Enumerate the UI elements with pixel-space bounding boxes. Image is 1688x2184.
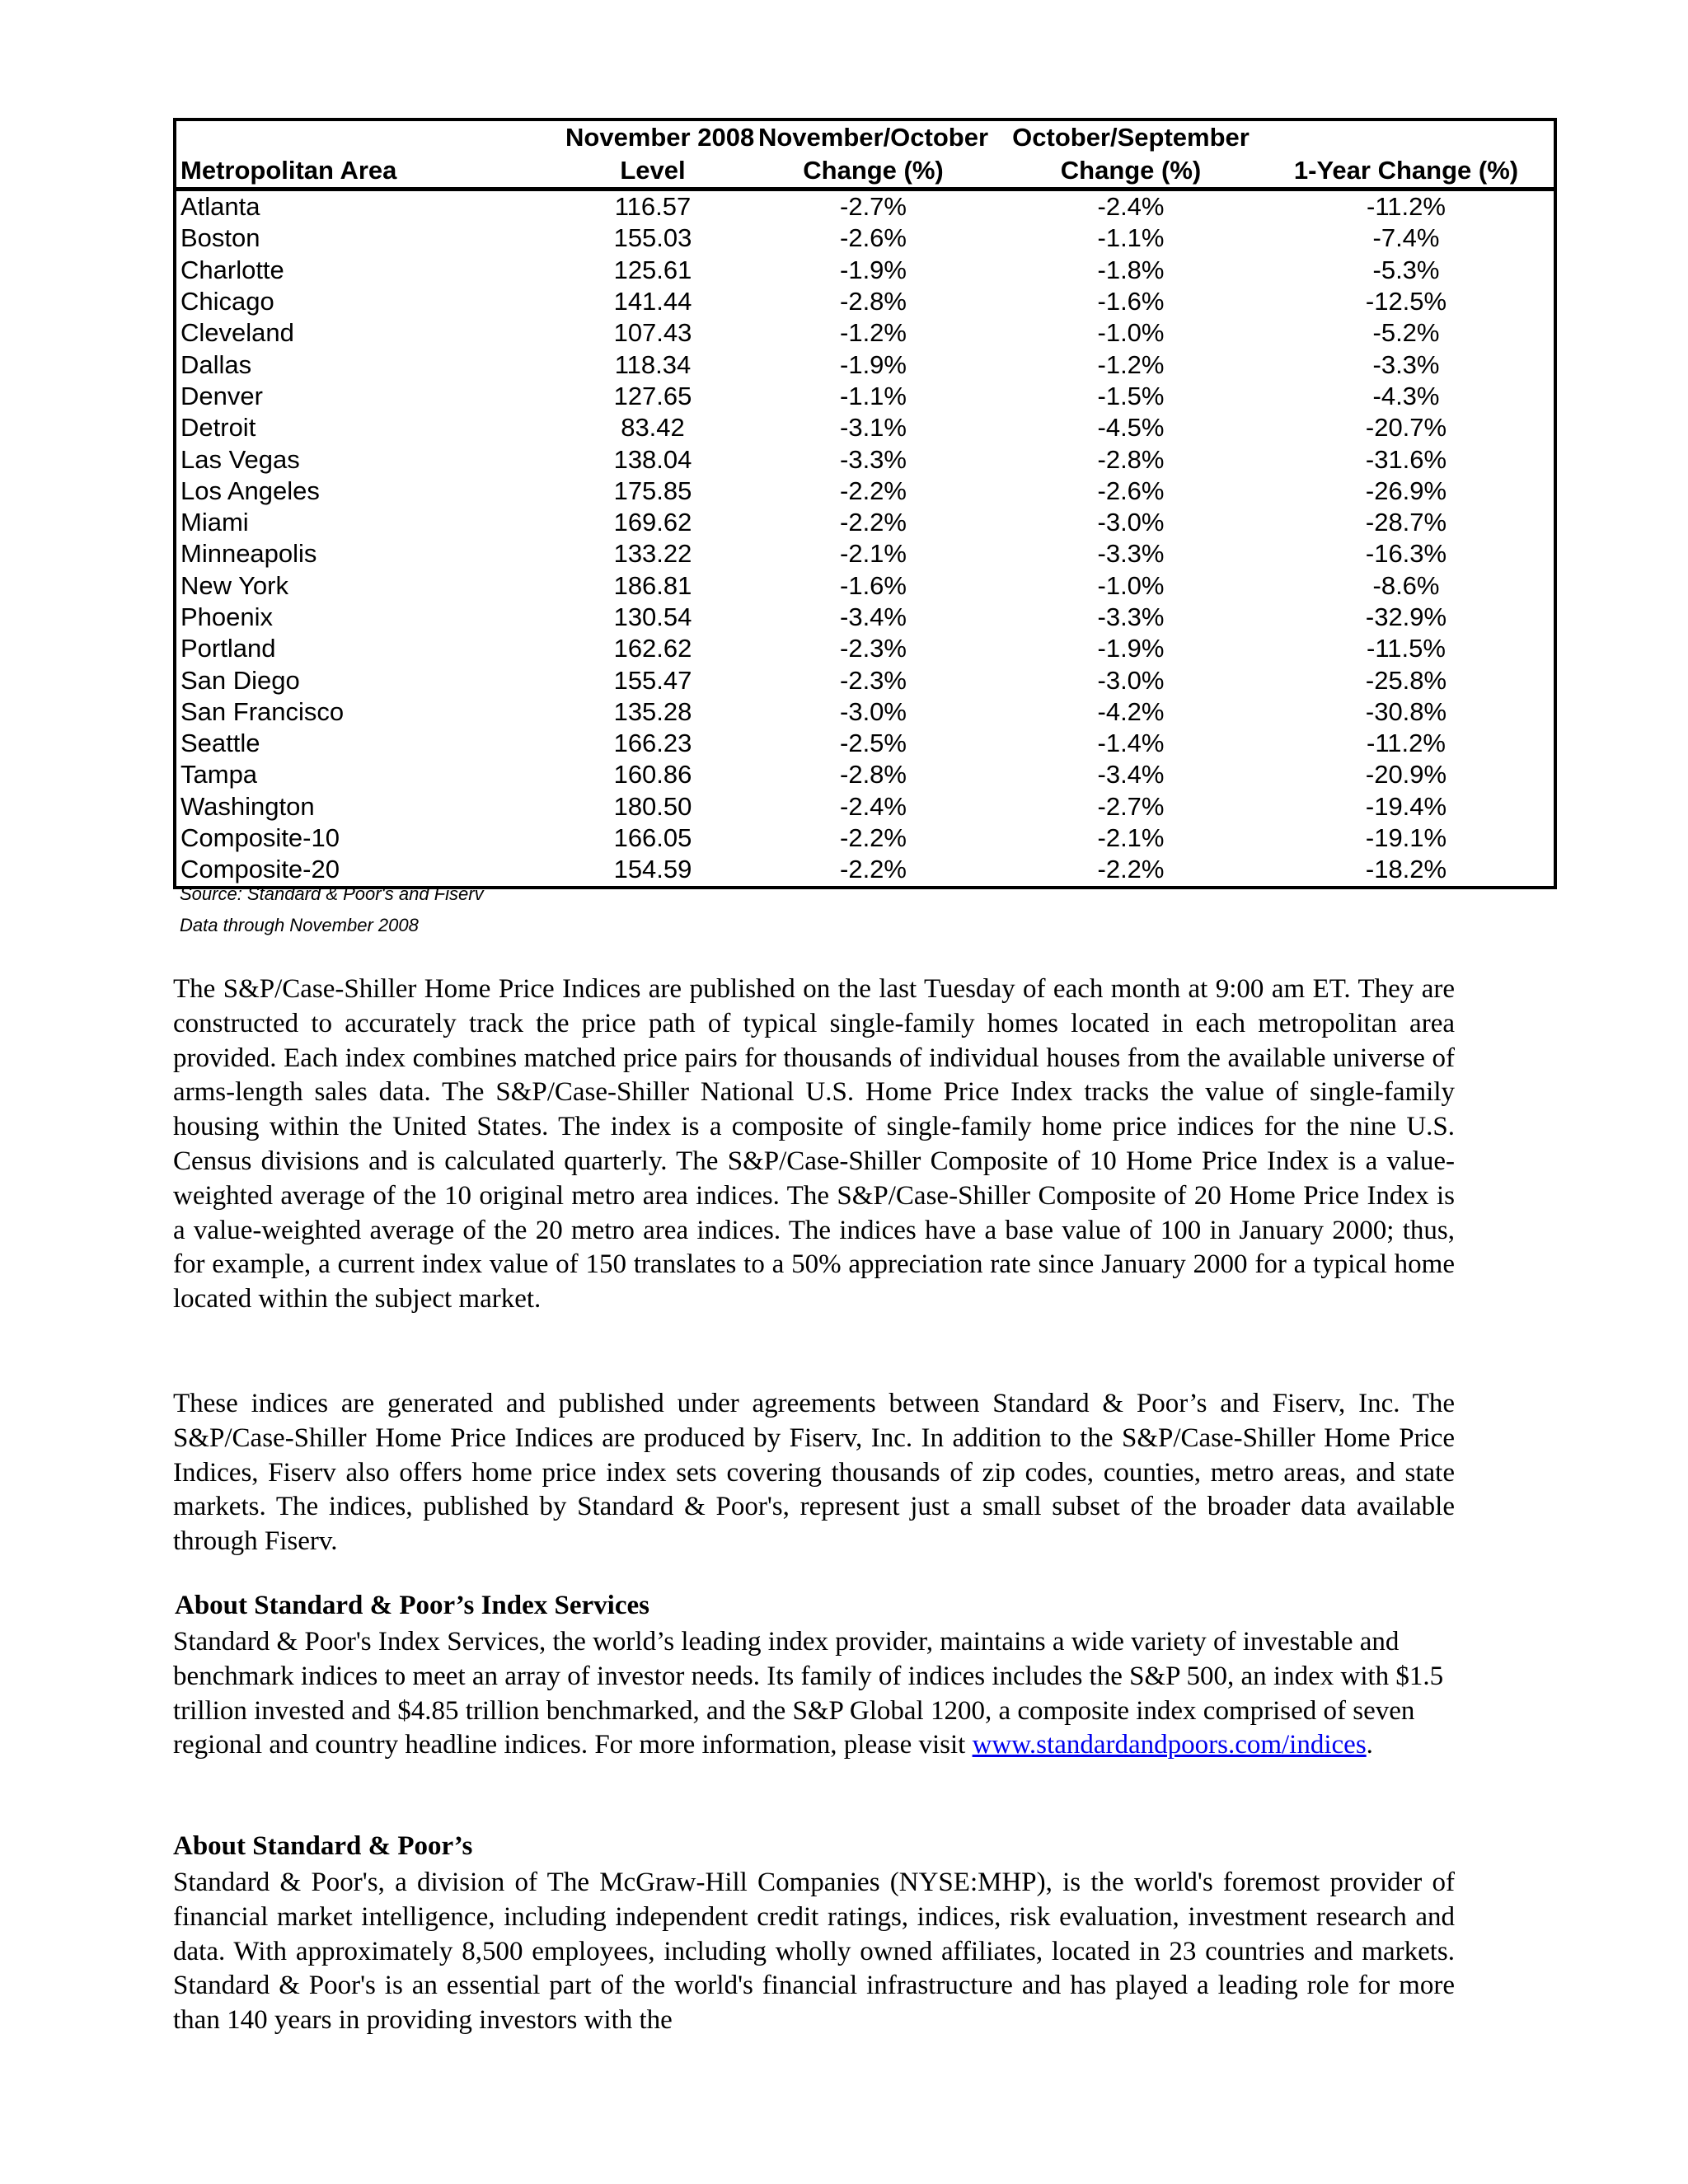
value-cell: 138.04 (613, 444, 692, 474)
value-cell: -2.7% (840, 192, 907, 222)
value-cell: -2.8% (840, 760, 907, 790)
metro-area-cell: Minneapolis (181, 539, 317, 569)
table-row (175, 823, 1555, 854)
value-cell: -8.6% (1372, 570, 1440, 600)
value-cell: 107.43 (613, 318, 692, 348)
table-row (175, 507, 1555, 538)
metro-area-cell: Portland (181, 634, 276, 663)
value-cell: -3.3% (1097, 602, 1165, 631)
value-cell: -28.7% (1365, 508, 1447, 537)
value-cell: 166.05 (613, 823, 692, 853)
column-header-1-year-change: 1-Year Change (%) (1259, 120, 1555, 190)
metro-area-cell: Composite-20 (181, 855, 340, 884)
value-cell: -25.8% (1365, 665, 1447, 695)
value-cell: -7.4% (1372, 223, 1440, 253)
value-cell: -2.4% (840, 791, 907, 821)
value-cell: -2.4% (1097, 192, 1165, 222)
metro-area-cell: Las Vegas (181, 444, 300, 474)
table-row (175, 317, 1555, 349)
table-row (175, 570, 1555, 602)
metro-area-cell: Composite-10 (181, 823, 340, 853)
value-cell: 160.86 (613, 760, 692, 790)
metro-area-cell: Detroit (181, 413, 256, 443)
column-header-nov-oct-change: November/October Change (%) (743, 120, 1003, 190)
value-cell: -3.3% (1097, 539, 1165, 569)
value-cell: -11.2% (1367, 192, 1446, 222)
value-cell: 125.61 (613, 255, 692, 284)
value-cell: -4.5% (1097, 413, 1165, 443)
value-cell: -20.7% (1365, 413, 1447, 443)
table-row (175, 696, 1555, 728)
value-cell: 162.62 (613, 634, 692, 663)
value-cell: -2.6% (840, 223, 907, 253)
value-cell: -11.2% (1367, 729, 1446, 758)
table-row (175, 476, 1555, 507)
value-cell: -1.9% (840, 255, 907, 284)
value-cell: -2.1% (840, 539, 907, 569)
value-cell: -1.1% (1097, 223, 1165, 253)
table-row (175, 633, 1555, 664)
value-cell: -3.3% (840, 444, 907, 474)
metro-area-cell: San Diego (181, 665, 300, 695)
value-cell: -1.8% (1097, 255, 1165, 284)
value-cell: 169.62 (613, 508, 692, 537)
value-cell: -4.3% (1372, 381, 1440, 410)
metro-area-cell: Cleveland (181, 318, 294, 348)
value-cell: -1.5% (1097, 381, 1165, 410)
value-cell: -4.2% (1097, 696, 1165, 726)
data-through-note: Data through November 2008 (180, 915, 419, 935)
paragraph-index-description: The S&P/Case-Shiller Home Price Indices are published on the last Tuesday of each month at 9:00 am ET. They are constructed to accurately track the price path of typical single-family homes located in each metropolitan area provided. Each index combines matched price pairs for thousands of individual houses from the available universe of arms-length sales data. The S&P/Case-Shiller National U.S. Home Price Index tracks the value of single-family housing within the United States. The index is a composite of single-family home price indices for the nine U.S. Census divisions and is calculated quarterly. The S&P/Case-Shiller Composite of 10 Home Price Index is a value-weighted average of the 10 original metro area indices. The S&P/Case-Shiller Composite of 20 Home Price Index is a value-weighted average of the 20 metro area indices. The indices have a base value of 100 in January 2000; thus, for example, a current index value of 150 translates to a 50% appreciation rate since January 2000 for a typical home located within the subject market. (173, 974, 1455, 1315)
value-cell: 186.81 (613, 570, 692, 600)
indices-website-link[interactable]: www.standardandpoors.com/indices (972, 1730, 1367, 1760)
metro-area-cell: Chicago (181, 287, 274, 316)
table-row (175, 854, 1555, 887)
column-header-oct-sep-change: October/September Change (%) (1003, 120, 1259, 190)
value-cell: -2.6% (1097, 476, 1165, 505)
value-cell: 133.22 (613, 539, 692, 569)
value-cell: -2.2% (840, 476, 907, 505)
value-cell: 83.42 (621, 413, 685, 443)
value-cell: -1.2% (1097, 349, 1165, 379)
value-cell: 135.28 (613, 696, 692, 726)
table-row (175, 349, 1555, 380)
value-cell: -19.1% (1365, 823, 1447, 853)
value-cell: 180.50 (613, 791, 692, 821)
source-note: Source: Standard & Poor's and Fiserv (180, 883, 484, 904)
value-cell: -31.6% (1365, 444, 1447, 474)
index-services-text: Standard & Poor's Index Services, the world’s leading index provider, maintains a wide variety of investable and benchmark indices to meet an array of investor needs. Its family of indices includes the S&P 500, an index with $1.5 trillion invested and $4.85 trillion benchmarked, and the S&P Global 1200, a composite index comprised of seven regional and country headline indices. For more information, please visit (173, 1627, 1444, 1760)
value-cell: -2.5% (840, 729, 907, 758)
value-cell: -2.2% (840, 823, 907, 853)
metro-area-cell: Tampa (181, 760, 258, 790)
value-cell: -3.0% (840, 696, 907, 726)
metro-area-cell: Miami (181, 508, 249, 537)
metro-area-cell: Dallas (181, 349, 252, 379)
metro-area-cell: Atlanta (181, 192, 260, 222)
metro-area-cell: Seattle (181, 729, 260, 758)
index-services-period: . (1366, 1730, 1373, 1760)
value-cell: -3.0% (1097, 665, 1165, 695)
value-cell: -2.8% (840, 287, 907, 316)
metro-area-cell: San Francisco (181, 696, 345, 726)
metro-area-cell: Washington (181, 791, 315, 821)
paragraph-index-services (173, 1625, 1475, 1763)
value-cell: -5.3% (1372, 255, 1440, 284)
value-cell: -3.3% (1372, 349, 1440, 379)
paragraph-fiserv-agreement: These indices are generated and published under agreements between Standard & Poor’s and Fiserv, Inc. The S&P/Case-Shiller Home Price Indices are produced by Fiserv, Inc. In addition to the S&P/Case-Shiller Home Price Indices, Fiserv also offers home price index sets covering thousands of zip codes, counties, metro areas, and state markets. The indices, published by Standard & Poor's, represent just a small subset of the broader data available through Fiserv. (173, 1389, 1455, 1557)
value-cell: -2.1% (1097, 823, 1165, 853)
metro-area-cell: Denver (181, 381, 263, 410)
table-header-row (175, 120, 1555, 190)
table-row (175, 728, 1555, 759)
metro-area-cell: New York (181, 570, 288, 600)
value-cell: -30.8% (1365, 696, 1447, 726)
value-cell: -5.2% (1372, 318, 1440, 348)
metro-area-cell: Los Angeles (181, 476, 320, 505)
value-cell: -2.3% (840, 634, 907, 663)
value-cell: -1.9% (840, 349, 907, 379)
paragraph-standard-and-poors: Standard & Poor's, a division of The McGraw-Hill Companies (NYSE:MHP), is the world's foremost provider of financial market intelligence, including independent credit ratings, indices, risk evaluation, investment research and data. With approximately 8,500 employees, including wholly owned affiliates, located in 23 countries and markets. Standard & Poor's is an essential part of the world's financial infrastructure and has played a leading role for more than 140 years in providing investors with the (173, 1868, 1455, 2036)
value-cell: -16.3% (1365, 539, 1447, 569)
value-cell: -1.6% (840, 570, 907, 600)
metro-area-cell: Boston (181, 223, 260, 253)
table-row (175, 255, 1555, 286)
value-cell: -1.0% (1097, 318, 1165, 348)
table-row (175, 791, 1555, 823)
value-cell: -2.8% (1097, 444, 1165, 474)
value-cell: -1.0% (1097, 570, 1165, 600)
value-cell: -18.2% (1365, 855, 1447, 884)
table-row (175, 223, 1555, 254)
value-cell: -1.1% (840, 381, 907, 410)
value-cell: -19.4% (1365, 791, 1447, 821)
value-cell: 141.44 (613, 287, 692, 316)
table-row (175, 443, 1555, 475)
value-cell: 130.54 (613, 602, 692, 631)
value-cell: 127.65 (613, 381, 692, 410)
home-price-table (173, 118, 1557, 889)
heading-standard-and-poors: About Standard & Poor’s (173, 1831, 473, 1861)
table-row (175, 602, 1555, 633)
value-cell: 118.34 (614, 349, 692, 379)
value-cell: -1.6% (1097, 287, 1165, 316)
value-cell: -1.9% (1097, 634, 1165, 663)
value-cell: -2.2% (840, 855, 907, 884)
table-row (175, 664, 1555, 696)
column-header-metropolitan-area: Metropolitan Area (175, 120, 562, 190)
value-cell: -32.9% (1365, 602, 1447, 631)
value-cell: -12.5% (1365, 287, 1447, 316)
value-cell: -2.7% (1097, 791, 1165, 821)
table-row (175, 381, 1555, 412)
metro-area-cell: Charlotte (181, 255, 284, 284)
value-cell: -2.2% (1097, 855, 1165, 884)
table-row (175, 286, 1555, 317)
home-price-table-container (173, 118, 1554, 889)
value-cell: 175.85 (613, 476, 692, 505)
value-cell: -1.4% (1097, 729, 1165, 758)
table-row (175, 412, 1555, 443)
table-row (175, 759, 1555, 790)
value-cell: 166.23 (613, 729, 692, 758)
column-header-level: November 2008 Level (562, 120, 743, 190)
metro-area-cell: Phoenix (181, 602, 274, 631)
value-cell: -26.9% (1365, 476, 1447, 505)
value-cell: 154.59 (613, 855, 692, 884)
value-cell: -20.9% (1365, 760, 1447, 790)
value-cell: 116.57 (614, 192, 692, 222)
value-cell: -3.1% (840, 413, 907, 443)
heading-index-services: About Standard & Poor’s Index Services (175, 1591, 649, 1620)
value-cell: -2.2% (840, 508, 907, 537)
value-cell: 155.03 (613, 223, 692, 253)
value-cell: 155.47 (613, 665, 692, 695)
value-cell: -3.4% (840, 602, 907, 631)
value-cell: -3.4% (1097, 760, 1165, 790)
value-cell: -11.5% (1367, 634, 1446, 663)
table-body (175, 190, 1555, 888)
table-row (175, 190, 1555, 223)
value-cell: -2.3% (840, 665, 907, 695)
value-cell: -1.2% (840, 318, 907, 348)
value-cell: -3.0% (1097, 508, 1165, 537)
table-row (175, 538, 1555, 569)
